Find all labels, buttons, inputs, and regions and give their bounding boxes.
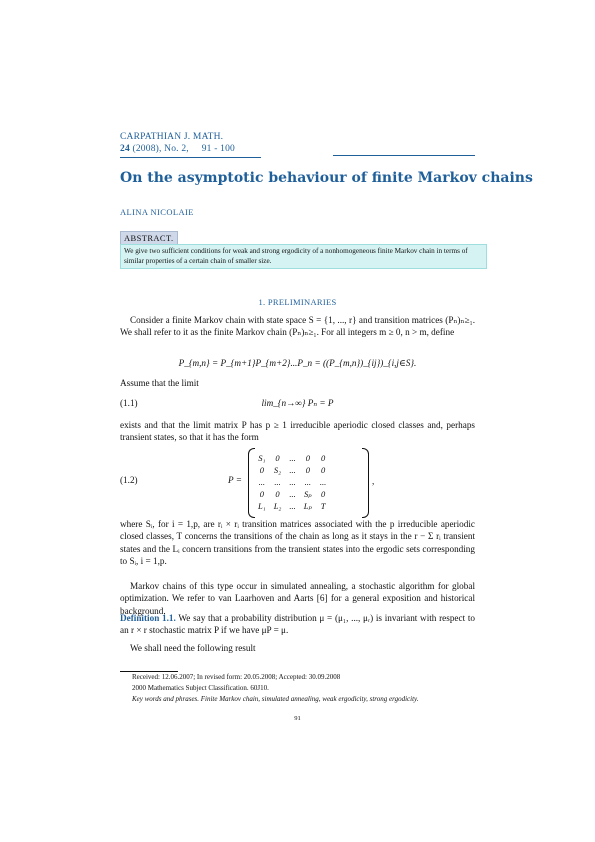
matrix-cell: ... <box>304 477 311 487</box>
journal-year-issue: (2008), No. 2, <box>132 144 189 154</box>
journal-header <box>120 131 261 158</box>
paper-title: On the asymptotic behaviour of finite Markov chains <box>120 170 533 186</box>
definition-1-1 <box>120 612 475 637</box>
footnote-rule <box>120 671 178 672</box>
matrix-row <box>254 500 330 512</box>
journal-name: CARPATHIAN J. MATH. <box>120 132 224 142</box>
paragraph-limit-matrix: exists and that the limit matrix P has p ≥ 1 irreducible aperiodic closed classes and, perhaps transient states, so that it has the form <box>120 420 475 443</box>
matrix-cell: ... <box>258 477 266 487</box>
matrix-cell: ... <box>289 453 296 463</box>
abstract-text: We give two sufficient conditions for weak and strong ergodicity of a nonhomogeneous finite Markov chain in terms of similar properties of a certain chain of smaller size. <box>120 244 487 269</box>
matrix-cell: 0 <box>259 489 264 499</box>
matrix-comma: , <box>372 476 375 486</box>
matrix-cell: ... <box>289 465 296 475</box>
matrix-cell: L₂ <box>273 501 282 511</box>
equation-pmn: P_{m,n} = P_{m+1}P_{m+2}...P_n = ((P_{m,n})_{ij})_{i,j∈S}. <box>178 358 417 368</box>
matrix-right-paren <box>362 448 369 518</box>
paragraph-annealing: Markov chains of this type occur in simulated annealing, a stochastic algorithm for global optimization. We refer to van Laarhoven and Aarts [6] for a general exposition and historical background. <box>120 581 475 616</box>
matrix-cell: S₁ <box>258 453 266 463</box>
abstract-label: ABSTRACT. <box>120 231 178 245</box>
matrix-cell: ... <box>289 489 296 499</box>
footnote-msc: 2000 Mathematics Subject Classification. 60J10. <box>132 684 269 692</box>
author-name: ALINA NICOLAIE <box>120 207 194 217</box>
header-rule <box>333 155 475 156</box>
eq-number-1-2: (1.2) <box>120 475 138 485</box>
matrix-row <box>254 476 330 488</box>
matrix-cell: ... <box>274 477 281 487</box>
matrix-cell: Sₚ <box>303 488 312 499</box>
paragraph-intro: Consider a finite Markov chain with state space S = {1, ..., r} and transition matrices (Pₙ)ₙ≥₁. We shall refer to it as the finite Markov chain (Pₙ)ₙ≥₁. For all integers m ≥ 0, n > m, define <box>120 315 475 338</box>
section-heading: 1. PRELIMINARIES <box>258 297 337 307</box>
matrix-cell: ... <box>319 477 327 487</box>
block-matrix <box>254 452 330 512</box>
paragraph-where: where Sᵢ, for i = 1,p, are rᵢ × rᵢ transition matrices associated with the p irreducible aperiodic closed classes, T concerns the transitions of the chain as long as it stays in the r − Σ rᵢ transient states and the Lᵢ concern transitions from the transient states into the ergodic sets corresponding to Sᵢ, i = 1,p. <box>120 519 475 567</box>
eq-number-1-1: (1.1) <box>120 398 138 408</box>
definition-text: We say that a probability distribution μ = (μ₁, ..., μᵣ) is invariant with respect to an r × r stochastic matrix P if we have μP = μ. <box>120 613 475 636</box>
paragraph-need-result: We shall need the following result <box>130 643 256 653</box>
footnote-dates: Received: 12.06.2007; In revised form: 20.05.2008; Accepted: 30.09.2008 <box>132 673 341 681</box>
paragraph-assume: Assume that the limit <box>120 378 199 388</box>
matrix-cell: 0 <box>305 453 310 463</box>
matrix-row <box>254 488 330 500</box>
matrix-row <box>254 464 330 476</box>
matrix-cell: 0 <box>305 465 310 475</box>
matrix-cell: ... <box>289 501 296 511</box>
matrix-cell: 0 <box>259 465 264 475</box>
definition-label: Definition 1.1. <box>120 613 176 623</box>
footnote-keywords: Key words and phrases. Finite Markov chain, simulated annealing, weak ergodicity, strong ergodicity. <box>132 695 419 703</box>
matrix-cell: T <box>320 501 326 511</box>
matrix-cell: 0 <box>320 465 326 475</box>
matrix-cell: 0 <box>275 489 280 499</box>
matrix-cell: S₂ <box>273 465 282 475</box>
journal-issue <box>120 143 261 158</box>
matrix-lhs: P = <box>228 475 242 485</box>
matrix-cell: 0 <box>320 453 326 463</box>
matrix-row <box>254 452 330 464</box>
journal-volume: 24 <box>120 144 130 154</box>
matrix-cell: L₁ <box>258 501 266 511</box>
matrix-cell: 0 <box>275 453 280 463</box>
matrix-cell: Lₚ <box>303 500 312 511</box>
matrix-cell: 0 <box>320 489 326 499</box>
page-number: 91 <box>294 715 301 722</box>
equation-limit: lim_{n→∞} Pₙ = P <box>261 398 334 408</box>
matrix-cell: ... <box>289 477 296 487</box>
journal-pages: 91 - 100 <box>201 144 235 154</box>
